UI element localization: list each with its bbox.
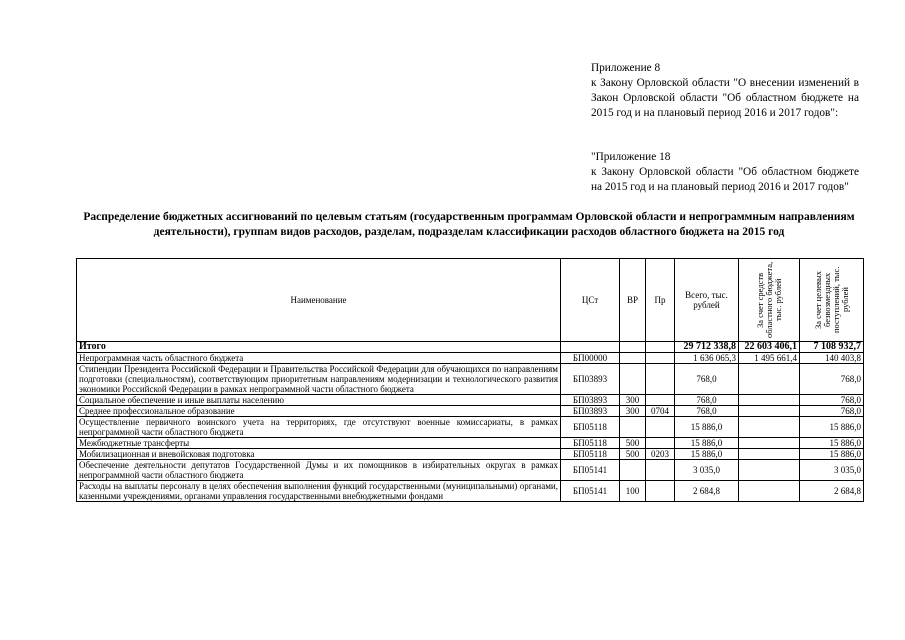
cell-pr <box>646 481 675 502</box>
header-targeted-funds-label: За счет целевых безвозмездных поступлений, тыс. рублей <box>812 266 850 334</box>
header-pr: Пр <box>646 259 675 342</box>
cell-name: Итого <box>77 342 561 353</box>
cell-pr <box>646 395 675 406</box>
cell-targeted: 7 108 932,7 <box>800 342 864 353</box>
table-row-total <box>77 342 864 353</box>
cell-targeted: 3 035,0 <box>800 460 864 481</box>
table-row <box>77 364 864 395</box>
cell-own <box>739 417 800 438</box>
header-cst: ЦСт <box>561 259 620 342</box>
table-row <box>77 417 864 438</box>
cell-cst: БП03893 <box>561 395 620 406</box>
cell-pr <box>646 353 675 364</box>
cell-vr: 300 <box>620 406 646 417</box>
cell-total: 768,0 <box>675 406 739 417</box>
header-own-funds <box>739 259 800 342</box>
cell-own <box>739 481 800 502</box>
header-own-funds-label: За счет средств областного бюджета, тыс. рублей <box>754 261 783 339</box>
cell-targeted: 15 886,0 <box>800 417 864 438</box>
cell-own <box>739 406 800 417</box>
cell-vr: 300 <box>620 395 646 406</box>
appendix-8-heading: Приложение 8 <box>591 62 661 74</box>
cell-vr: 500 <box>620 449 646 460</box>
cell-pr <box>646 364 675 395</box>
cell-targeted: 2 684,8 <box>800 481 864 502</box>
cell-own: 1 495 661,4 <box>739 353 800 364</box>
cell-name: Осуществление первичного воинского учета на территориях, где отсутствуют военные комиссариаты, в рамках непрограммной части областного бюджета <box>77 417 561 438</box>
appendix-18-block <box>591 150 859 195</box>
header-total: Всего, тыс. рублей <box>675 259 739 342</box>
cell-own <box>739 438 800 449</box>
cell-cst: БП00000 <box>561 353 620 364</box>
cell-total: 768,0 <box>675 364 739 395</box>
table-row <box>77 438 864 449</box>
header-vr: ВР <box>620 259 646 342</box>
appendix-18-text: к Закону Орловской области "Об областном бюджете на 2015 год и на плановый период 2016 и 2017 годов" <box>591 166 859 193</box>
cell-cst: БП05118 <box>561 417 620 438</box>
cell-name: Стипендии Президента Российской Федерации и Правительства Российской Федерации для обучающихся по направлениям подготовки (специальностям), соответствующим приоритетным направлениям модернизации и технологического развития экономики Российской Федерации в рамках непрограммной части областного бюджета <box>77 364 561 395</box>
cell-own <box>739 395 800 406</box>
appendix-8-text: к Закону Орловской области "О внесении изменений в Закон Орловской области "Об областном бюджете на 2015 год и на плановый период 2016 и 2017 годов": <box>591 77 859 119</box>
table-row <box>77 460 864 481</box>
cell-cst: БП05141 <box>561 460 620 481</box>
cell-targeted: 140 403,8 <box>800 353 864 364</box>
header-targeted-funds <box>800 259 864 342</box>
cell-vr: 100 <box>620 481 646 502</box>
document-title: Распределение бюджетных ассигнований по целевым статьям (государственным программам Орловской области и непрограммным направлениям деятельности), группам видов расходов, разделам, подразделам классификации расходов областного бюджета на 2015 год <box>83 211 855 238</box>
cell-total: 768,0 <box>675 395 739 406</box>
table-row <box>77 395 864 406</box>
cell-total: 15 886,0 <box>675 438 739 449</box>
cell-total: 15 886,0 <box>675 417 739 438</box>
cell-pr: 0704 <box>646 406 675 417</box>
cell-vr: 500 <box>620 438 646 449</box>
cell-targeted: 15 886,0 <box>800 449 864 460</box>
cell-own: 22 603 406,1 <box>739 342 800 353</box>
cell-total: 29 712 338,8 <box>675 342 739 353</box>
cell-cst: БП03893 <box>561 406 620 417</box>
budget-table <box>76 258 864 502</box>
table-row <box>77 406 864 417</box>
cell-pr: 0203 <box>646 449 675 460</box>
cell-vr <box>620 342 646 353</box>
cell-pr <box>646 438 675 449</box>
cell-own <box>739 460 800 481</box>
cell-cst <box>561 342 620 353</box>
cell-targeted: 768,0 <box>800 406 864 417</box>
cell-own <box>739 449 800 460</box>
cell-pr <box>646 460 675 481</box>
cell-pr <box>646 342 675 353</box>
cell-vr <box>620 353 646 364</box>
cell-vr <box>620 417 646 438</box>
appendix-8-block <box>591 61 859 121</box>
cell-name: Среднее профессиональное образование <box>77 406 561 417</box>
cell-total: 2 684,8 <box>675 481 739 502</box>
cell-total: 15 886,0 <box>675 449 739 460</box>
cell-targeted: 768,0 <box>800 395 864 406</box>
cell-total: 1 636 065,3 <box>675 353 739 364</box>
cell-vr <box>620 364 646 395</box>
cell-name: Обеспечение деятельности депутатов Государственной Думы и их помощников в избирательных округах в рамках непрограммной части областного бюджета <box>77 460 561 481</box>
cell-targeted: 15 886,0 <box>800 438 864 449</box>
appendix-18-heading: "Приложение 18 <box>591 151 671 163</box>
cell-vr <box>620 460 646 481</box>
cell-name: Расходы на выплаты персоналу в целях обеспечения выполнения функций государственными (муниципальными) органами, казенными учреждениями, органами управления государственными внебюджетными фондами <box>77 481 561 502</box>
table-row <box>77 353 864 364</box>
table-row <box>77 449 864 460</box>
cell-cst: БП03893 <box>561 364 620 395</box>
cell-name: Социальное обеспечение и иные выплаты населению <box>77 395 561 406</box>
cell-cst: БП05118 <box>561 438 620 449</box>
table-header-row <box>77 259 864 342</box>
cell-name: Межбюджетные трансферты <box>77 438 561 449</box>
table-row <box>77 481 864 502</box>
cell-total: 3 035,0 <box>675 460 739 481</box>
header-name: Наименование <box>77 259 561 342</box>
cell-pr <box>646 417 675 438</box>
cell-targeted: 768,0 <box>800 364 864 395</box>
cell-cst: БП05141 <box>561 481 620 502</box>
cell-name: Непрограммная часть областного бюджета <box>77 353 561 364</box>
cell-own <box>739 364 800 395</box>
cell-cst: БП05118 <box>561 449 620 460</box>
cell-name: Мобилизационная и вневойсковая подготовка <box>77 449 561 460</box>
